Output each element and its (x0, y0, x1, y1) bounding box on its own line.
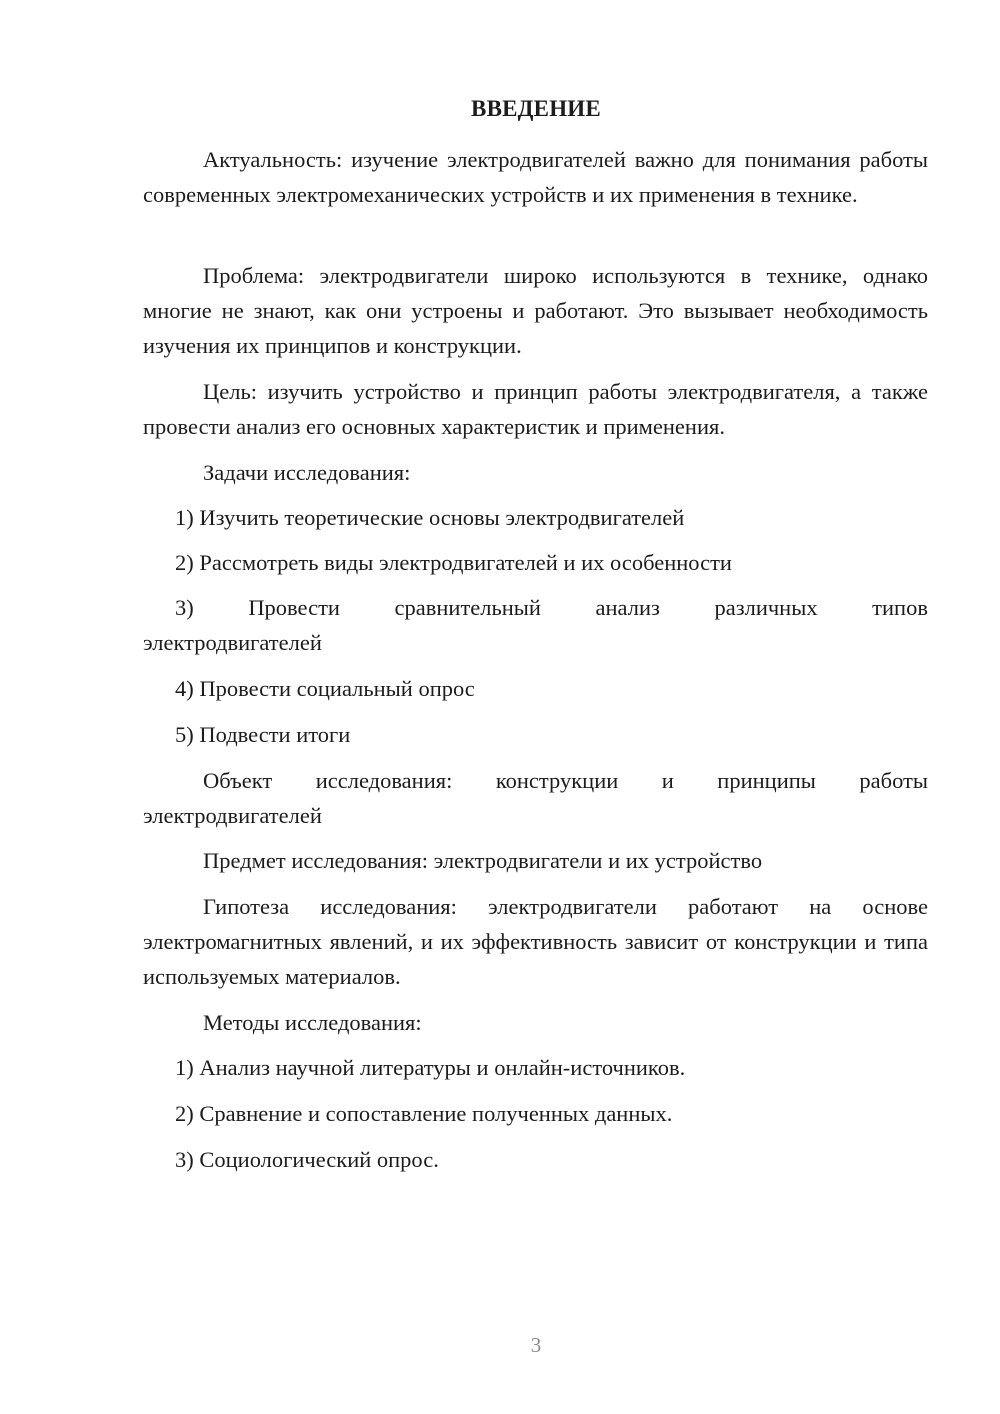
relevance-paragraph: Актуальность: изучение электродвигателей важно для понимания работы современных электромеханических устройств и их применения в технике. (143, 147, 928, 207)
method-item: 1) Анализ научной литературы и онлайн-источников. (175, 1055, 686, 1080)
method-item: 3) Социологический опрос. (175, 1147, 439, 1172)
subject-paragraph: Предмет исследования: электродвигатели и их устройство (203, 848, 763, 873)
task-item: 1) Изучить теоретические основы электродвигателей (175, 505, 685, 530)
page-number: 3 (530, 1333, 542, 1357)
task-item: 2) Рассмотреть виды электродвигателей и их особенности (175, 550, 732, 575)
object-first-line: Объект исследования: конструкции и принципы работы (203, 768, 928, 793)
tasks-heading: Задачи исследования: (203, 460, 411, 485)
hypothesis-paragraph: Гипотеза исследования: электродвигатели работают на основе электромагнитных явлений, и их эффективность зависит от конструкции и типа используемых материалов. (143, 894, 928, 989)
methods-heading: Методы исследования: (203, 1010, 422, 1035)
method-item: 2) Сравнение и сопоставление полученных данных. (175, 1101, 673, 1126)
problem-paragraph: Проблема: электродвигатели широко используются в технике, однако многие не знают, как они устроены и работают. Это вызывает необходимость изучения их принципов и конструкции. (143, 263, 928, 358)
task-item-second-line: электродвигателей (143, 630, 322, 655)
task-item-number: 3) (175, 595, 194, 620)
object-paragraph (143, 763, 928, 833)
task-item: 5) Подвести итоги (175, 722, 351, 747)
task-item (143, 590, 928, 660)
object-second-line: электродвигателей (143, 803, 322, 828)
goal-paragraph: Цель: изучить устройство и принцип работы электродвигателя, а также провести анализ его основных характеристик и применения. (143, 379, 928, 439)
task-item: 4) Провести социальный опрос (175, 676, 475, 701)
task-item-first-line: 3) Провести сравнительный анализ различных типов (143, 590, 928, 625)
page-title: ВВЕДЕНИЕ (471, 96, 601, 121)
